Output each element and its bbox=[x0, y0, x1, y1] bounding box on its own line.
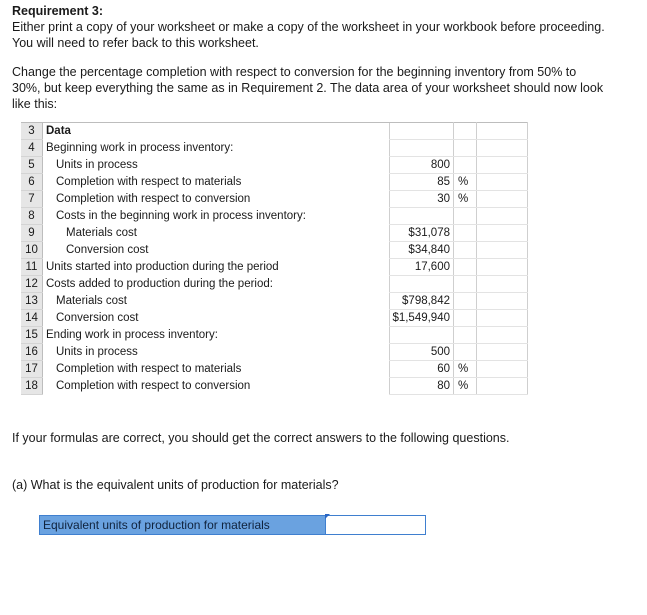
equivalent-units-materials-input[interactable] bbox=[326, 515, 426, 535]
row-label: Conversion cost bbox=[56, 312, 139, 324]
row-value: $1,549,940 bbox=[390, 310, 454, 327]
row-label: Beginning work in process inventory: bbox=[46, 142, 234, 154]
sheet-row bbox=[21, 327, 528, 344]
row-unit: % bbox=[454, 191, 477, 208]
sheet-row bbox=[21, 191, 528, 208]
question-a: (a) What is the equivalent units of production for materials? bbox=[12, 478, 339, 492]
row-number: 7 bbox=[21, 191, 43, 208]
row-label: Completion with respect to materials bbox=[56, 176, 242, 188]
row-value: 800 bbox=[390, 157, 454, 174]
row-unit bbox=[454, 344, 477, 361]
row-number: 16 bbox=[21, 344, 43, 361]
sheet-row bbox=[21, 259, 528, 276]
row-unit bbox=[454, 242, 477, 259]
row-label: Costs in the beginning work in process inventory: bbox=[56, 210, 306, 222]
row-label: Costs added to production during the period: bbox=[46, 278, 273, 290]
sheet-row bbox=[21, 310, 528, 327]
row-number: 15 bbox=[21, 327, 43, 344]
worksheet-data-area bbox=[21, 122, 528, 395]
sheet-row bbox=[21, 378, 528, 395]
sheet-row bbox=[21, 157, 528, 174]
row-label: Completion with respect to materials bbox=[56, 363, 242, 375]
row-value: 17,600 bbox=[390, 259, 454, 276]
row-label: Materials cost bbox=[56, 295, 127, 307]
row-value: 85 bbox=[390, 174, 454, 191]
row-number: 13 bbox=[21, 293, 43, 310]
sheet-row bbox=[21, 140, 528, 157]
row-value: $31,078 bbox=[390, 225, 454, 242]
row-unit bbox=[454, 293, 477, 310]
row-unit bbox=[454, 140, 477, 157]
requirement-line-1: Either print a copy of your worksheet or make a copy of the worksheet in your workbook before proceeding. bbox=[12, 20, 605, 34]
row-number: 14 bbox=[21, 310, 43, 327]
row-number: 17 bbox=[21, 361, 43, 378]
row-value: 500 bbox=[390, 344, 454, 361]
row-unit bbox=[454, 259, 477, 276]
requirement-title: Requirement 3: bbox=[12, 4, 103, 18]
sheet-row bbox=[21, 174, 528, 191]
row-label: Materials cost bbox=[66, 227, 137, 239]
row-value: 60 bbox=[390, 361, 454, 378]
row-unit: % bbox=[454, 378, 477, 395]
row-label: Completion with respect to conversion bbox=[56, 380, 251, 392]
row-value bbox=[390, 123, 454, 140]
row-value bbox=[390, 327, 454, 344]
row-label: Conversion cost bbox=[66, 244, 149, 256]
sheet-row bbox=[21, 225, 528, 242]
requirement-line-2: You will need to refer back to this worksheet. bbox=[12, 36, 259, 50]
row-number: 8 bbox=[21, 208, 43, 225]
sheet-row bbox=[21, 361, 528, 378]
row-value: $798,842 bbox=[390, 293, 454, 310]
row-value bbox=[390, 276, 454, 293]
row-number: 5 bbox=[21, 157, 43, 174]
row-label: Units in process bbox=[56, 159, 138, 171]
row-label: Completion with respect to conversion bbox=[56, 193, 251, 205]
row-value: 30 bbox=[390, 191, 454, 208]
sheet-row bbox=[21, 276, 528, 293]
instruction-line-1: Change the percentage completion with respect to conversion for the beginning inventory from 50% to bbox=[12, 65, 577, 79]
row-unit bbox=[454, 208, 477, 225]
row-number: 11 bbox=[21, 259, 43, 276]
sheet-row bbox=[21, 123, 528, 140]
row-value: 80 bbox=[390, 378, 454, 395]
row-unit bbox=[454, 276, 477, 293]
instruction-line-3: like this: bbox=[12, 97, 58, 111]
row-unit bbox=[454, 327, 477, 344]
answer-label: Equivalent units of production for materials bbox=[39, 515, 326, 535]
row-number: 12 bbox=[21, 276, 43, 293]
row-number: 6 bbox=[21, 174, 43, 191]
answer-row-a bbox=[39, 515, 426, 535]
formula-note: If your formulas are correct, you should get the correct answers to the following questions. bbox=[12, 431, 510, 445]
row-label: Ending work in process inventory: bbox=[46, 329, 218, 341]
row-value bbox=[390, 140, 454, 157]
row-number: 9 bbox=[21, 225, 43, 242]
row-value: $34,840 bbox=[390, 242, 454, 259]
row-label: Units started into production during the period bbox=[46, 261, 279, 273]
instruction-line-2: 30%, but keep everything the same as in Requirement 2. The data area of your worksheet should now look bbox=[12, 81, 604, 95]
row-value bbox=[390, 208, 454, 225]
row-unit: % bbox=[454, 174, 477, 191]
sheet-row bbox=[21, 344, 528, 361]
sheet-row bbox=[21, 208, 528, 225]
row-number: 10 bbox=[21, 242, 43, 259]
row-number: 3 bbox=[21, 123, 43, 140]
row-unit: % bbox=[454, 361, 477, 378]
row-unit bbox=[454, 225, 477, 242]
row-number: 18 bbox=[21, 378, 43, 395]
row-number: 4 bbox=[21, 140, 43, 157]
row-label: Data bbox=[43, 123, 390, 140]
row-unit bbox=[454, 123, 477, 140]
corner-marker-icon bbox=[325, 514, 330, 519]
sheet-row bbox=[21, 242, 528, 259]
row-unit bbox=[454, 157, 477, 174]
row-label: Units in process bbox=[56, 346, 138, 358]
sheet-row bbox=[21, 293, 528, 310]
row-unit bbox=[454, 310, 477, 327]
